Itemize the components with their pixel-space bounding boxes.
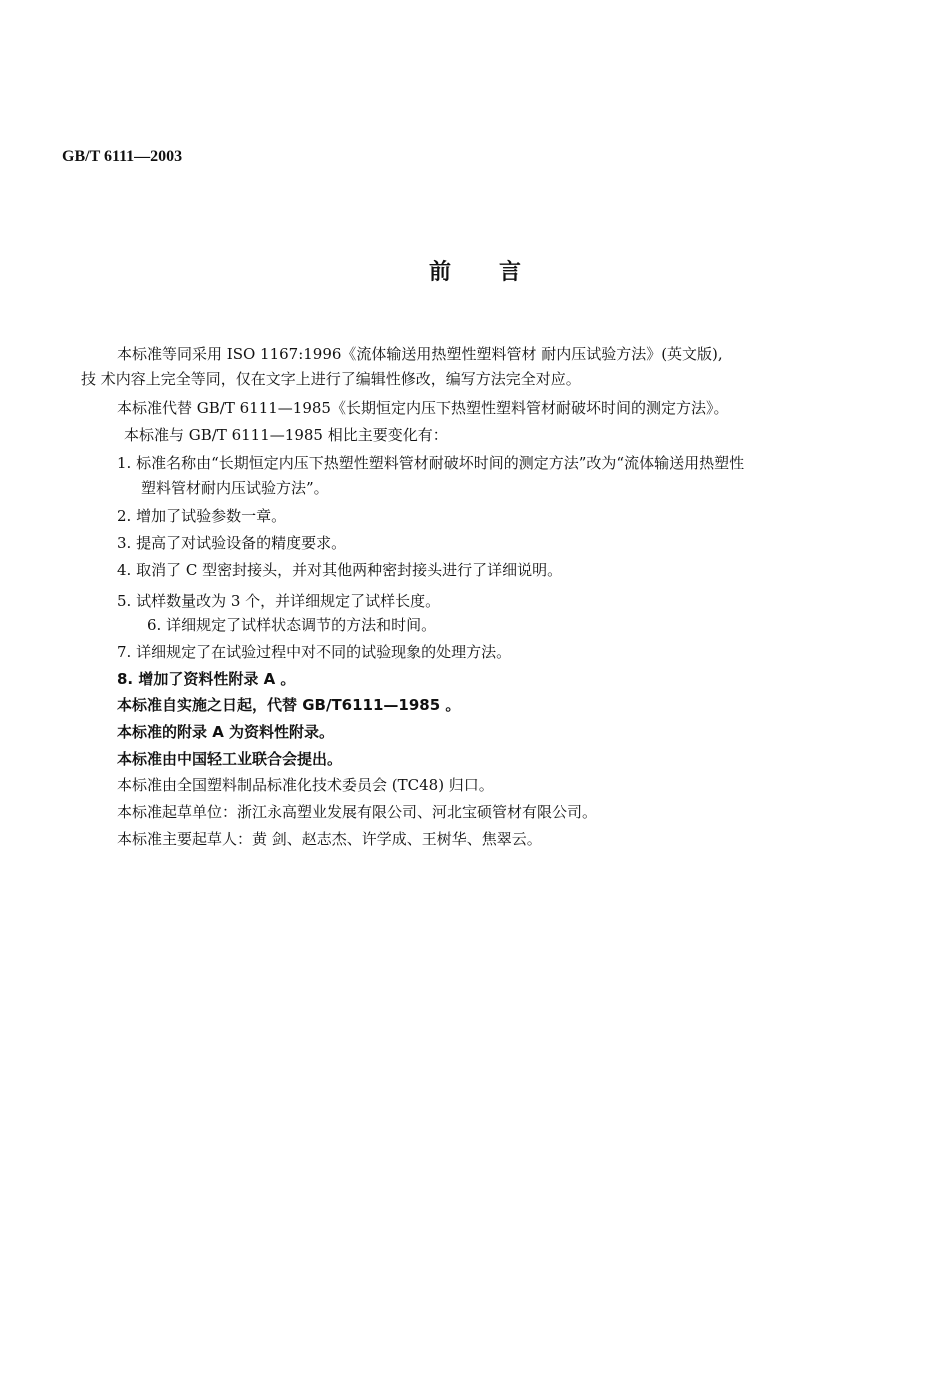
list-item-7: 7. 详细规定了在试验过程中对不同的试验现象的处理方法。 (117, 643, 512, 661)
list-item-8: 8. 增加了资料性附录 A 。 (117, 670, 296, 688)
paragraph-committee: 本标准由全国塑料制品标准化技术委员会 (TC48) 归口。 (117, 776, 494, 794)
list-item-3: 3. 提高了对试验设备的精度要求。 (117, 534, 347, 552)
list-item-5: 5. 试样数量改为 3 个，并详细规定了试样长度。 (117, 592, 441, 610)
list-item-1-line2: 塑料管材耐内压试验方法”。 (141, 479, 329, 497)
standard-code: GB/T 6111—2003 (62, 148, 183, 165)
paragraph-changes-intro: 本标准与 GB/T 6111—1985 相比主要变化有： (124, 426, 448, 444)
paragraph-adoption-line2: 技 术内容上完全等同，仅在文字上进行了编辑性修改，编写方法完全对应。 (81, 370, 581, 388)
list-item-6: 6. 详细规定了试样状态调节的方法和时间。 (147, 616, 437, 634)
paragraph-replaces: 本标准代替 GB/T 6111—1985《长期恒定内压下热塑性塑料管材耐破坏时间的测定方法》。 (117, 399, 729, 417)
paragraph-proposed-by: 本标准由中国轻工业联合会提出。 (117, 750, 343, 768)
page-title: 前言 (428, 259, 569, 285)
paragraph-adoption-line1: 本标准等同采用 ISO 1167:1996《流体输送用热塑性塑料管材 耐内压试验方法》(英文版), (117, 345, 723, 363)
paragraph-appendix: 本标准的附录 A 为资料性附录。 (117, 723, 335, 741)
paragraph-drafting-units: 本标准起草单位：浙江永高塑业发展有限公司、河北宝硕管材有限公司。 (117, 803, 598, 821)
list-item-1-line1: 1. 标准名称由“长期恒定内压下热塑性塑料管材耐破坏时间的测定方法”改为“流体输送用热塑性 (117, 454, 745, 472)
list-item-4: 4. 取消了 C 型密封接头，并对其他两种密封接头进行了详细说明。 (117, 561, 563, 579)
paragraph-effective: 本标准自实施之日起，代替 GB/T6111—1985 。 (117, 696, 461, 714)
list-item-2: 2. 增加了试验参数一章。 (117, 507, 287, 525)
paragraph-drafters: 本标准主要起草人：黄 剑、赵志杰、许学成、王树华、焦翠云。 (117, 830, 542, 848)
